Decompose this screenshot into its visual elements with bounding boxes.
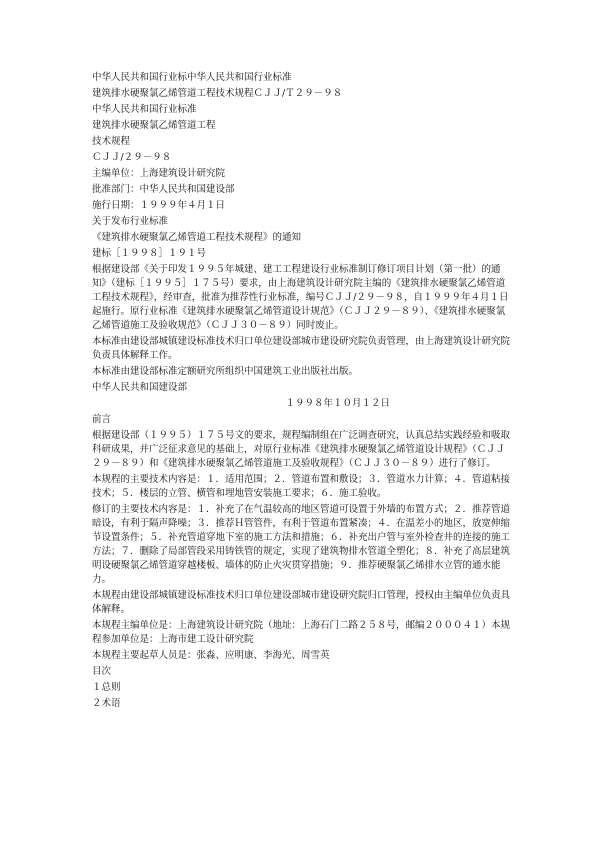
standard-heading: 中华人民共和国行业标中华人民共和国行业标准 bbox=[92, 72, 292, 83]
preface-paragraph: 根据建设部（１９９５）１７５号文的要求，规程编制组在广泛调查研究，认真总结实践经验和吸取科研成果，并广泛征求意见的基础上，对原行业标准《建筑排水硬聚氯乙烯管道设计规程》（ＣＪＪ２９－８９）和《建筑排水硬聚氯乙烯管道施工及验收规程》（ＣＪＪ３０－８９）进行了修订。 bbox=[92, 430, 511, 469]
notice-number: 建标［１９９８］１９１号 bbox=[92, 248, 207, 259]
chief-unit-paragraph: 本规程主编单位是：上海建筑设计研究院（地址：上海石门二路２５８号，邮编２０００４１）本规程参加单位是：上海市建工设计研究院 bbox=[92, 620, 511, 645]
issue-date: １９９８年１０月１２日 bbox=[285, 398, 390, 409]
issuer: 中华人民共和国建设部 bbox=[92, 382, 188, 393]
revision-paragraph: 修订的主要技术内容是：１．补充了在气温较高的地区管道可设置于外墙的布置方式；２．推荐管道暗设，有利于隔声降噪；３．推荐Ｈ管管件，有利于管道布置紧凑；４．在温差小的地区，放宽伸缩节设置条件；５．补充管道穿地下室的施工方法和措施；６．补充出户管与室外检查井的连接的施工方法；７．删除了局部管段采用铸铁管的规定，实现了建筑物排水管道全塑化；８．补充了高层建筑明设硬聚氯乙烯管道穿越楼板、墙体的防止火灾贯穿措施；９．推荐硬聚氯乙烯排水立管的通水能力。 bbox=[92, 504, 511, 585]
notice-paragraph: 根据建设部《关于印发１９９５年城建、建工工程建设行业标准制订修订项目计划（第一批）的通知》（建标［１９９５］１７５号）要求，由上海建筑设计研究院主编的《建筑排水硬聚氯乙烯管道工程技术规程》，经审查，批准为推荐性行业标准，编号ＣＪＪ/２９－９８，自１９９９年４月１日起施行。原行业标准《建筑排水硬聚氯乙烯管道设计规范》（ＣＪＪ２９－８９）、《建筑排水硬聚氯乙烯管道施工及验收规范》（ＣＪＪ３０－８９）同时废止。 bbox=[92, 264, 509, 331]
publish-paragraph: 本标准由建设部标准定额研究所组织中国建筑工业出版社出版。 bbox=[92, 366, 359, 377]
toc-item[interactable]: １总则 bbox=[92, 682, 121, 693]
standard-category: 中华人民共和国行业标准 bbox=[92, 104, 197, 115]
drafters-line: 本规程主要起草人员是：张淼、应明康、李海光、周雪英 bbox=[92, 650, 330, 661]
document-body bbox=[92, 71, 510, 713]
main-content-paragraph: 本规程的主要技术内容是：１．适用范围；２．管道布置和敷设；３．管道水力计算；４．管道粘接技术；５．楼层的立管、横管和埋地管安装施工要求；６．施工验收。 bbox=[92, 474, 511, 499]
standard-title-line-2: 技术规程 bbox=[92, 136, 131, 147]
admin-paragraph: 本标准由建设部城镇建设标准技术归口单位建设部城市建设研究院负责管理，由上海建筑设计研究院负责具体解释工作。 bbox=[92, 336, 511, 361]
standard-code: ＣＪＪ/２９－９８ bbox=[92, 152, 172, 163]
effective-date: 施行日期：１９９９年４月１日 bbox=[92, 200, 226, 211]
preface-title: 前言 bbox=[92, 414, 112, 425]
approving-department: 批准部门：中华人民共和国建设部 bbox=[92, 184, 235, 195]
management-paragraph: 本规程由建设部城镇建设标准技术归口单位建设部城市建设研究院归口管理，授权由主编单位负责具体解释。 bbox=[92, 590, 511, 615]
toc-item[interactable]: ２术语 bbox=[92, 698, 121, 709]
notice-title: 《建筑排水硬聚氯乙烯管道工程技术规程》的通知 bbox=[92, 232, 302, 243]
toc-title: 目次 bbox=[92, 666, 112, 677]
chief-editor-unit: 主编单位：上海建筑设计研究院 bbox=[92, 168, 226, 179]
notice-heading: 关于发布行业标准 bbox=[92, 216, 169, 227]
standard-full-title: 建筑排水硬聚氯乙烯管道工程技术规程ＣＪＪ/Ｔ２９－９８ bbox=[92, 88, 343, 99]
standard-title-line-1: 建筑排水硬聚氯乙烯管道工程 bbox=[92, 120, 216, 131]
